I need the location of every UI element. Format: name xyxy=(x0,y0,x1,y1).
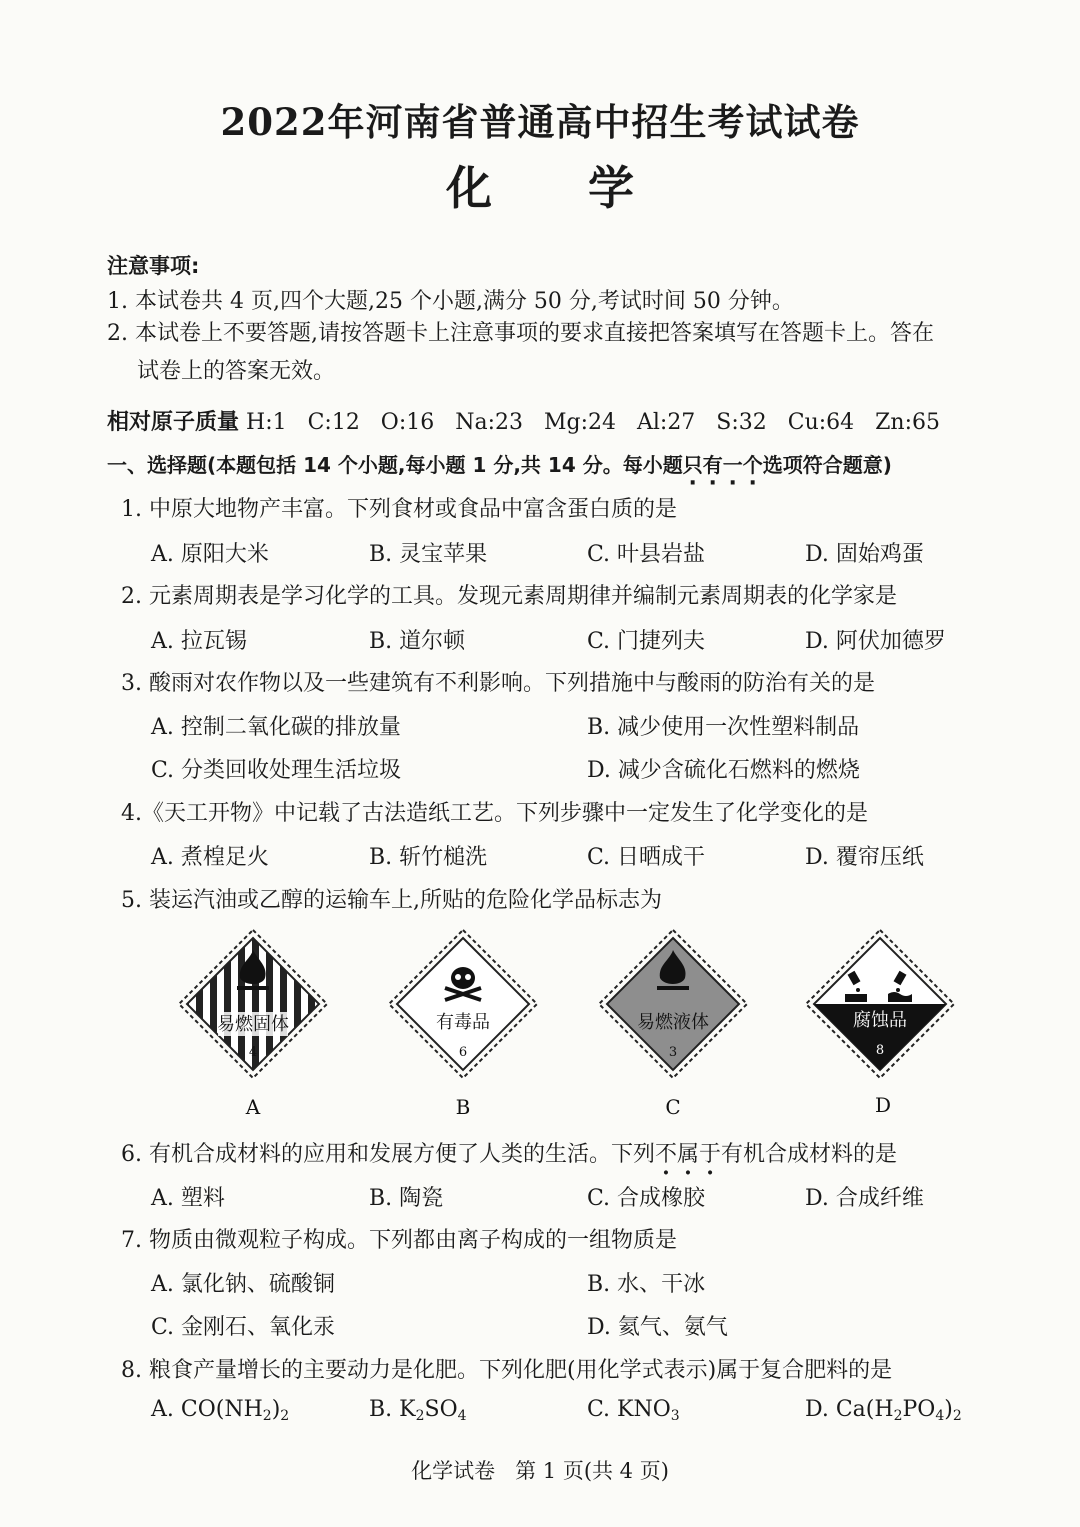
sign-c-letter: C xyxy=(665,1095,681,1119)
hazard-signs-figure xyxy=(0,920,1080,1120)
hazard-sign-b xyxy=(389,930,537,1078)
q3-option-a: A. 控制二氧化碳的排放量 xyxy=(151,715,401,740)
q7-option-a: A. 氯化钠、硫酸铜 xyxy=(151,1272,335,1297)
question-6-stem: 6. 有机合成材料的应用和发展方便了人类的生活。下列不属于有机合成材料的是 xyxy=(121,1142,898,1167)
emphasis-char: 属 xyxy=(677,1142,700,1167)
q6-option-a: A. 塑料 xyxy=(151,1186,225,1211)
q4-option-b: B. 斩竹槌洗 xyxy=(369,845,488,870)
q4-option-d: D. 覆帘压纸 xyxy=(805,845,924,870)
q3-option-b: B. 减少使用一次性塑料制品 xyxy=(587,715,860,740)
emphasis-char: 有 xyxy=(702,453,723,477)
question-2-stem: 2. 元素周期表是学习化学的工具。发现元素周期律并编制元素周期表的化学家是 xyxy=(121,584,897,609)
sign-d-label: 腐蚀品 xyxy=(853,1010,907,1031)
atomic-mass-line xyxy=(107,405,940,436)
hazard-sign-a xyxy=(179,930,327,1078)
section1-heading: 一、选择题(本题包括 14 个小题,每小题 1 分,共 14 分。每小题只有一个选项符合题意) xyxy=(107,453,892,477)
q8-option-d: D. $Ca(H_2PO_4)_2$ xyxy=(805,1397,962,1424)
q8-option-b: B. $K_2SO_4$ xyxy=(369,1397,467,1424)
sign-a-number: 4 xyxy=(248,1045,258,1060)
notice-item-2: 2. 本试卷上不要答题,请按答题卡上注意事项的要求直接把答案填写在答题卡上。答在 xyxy=(107,321,934,346)
section1-emphasis xyxy=(683,453,763,477)
q4-option-a: A. 煮楻足火 xyxy=(151,845,269,870)
notice-heading: 注意事项: xyxy=(107,254,200,278)
emphasis-char: 个 xyxy=(742,453,763,477)
exam-title: 2022年河南省普通高中招生考试试卷 xyxy=(220,100,860,144)
q7-option-c: C. 金刚石、氧化汞 xyxy=(151,1315,336,1340)
emphasis-char: 不 xyxy=(655,1142,678,1167)
q6-option-b: B. 陶瓷 xyxy=(369,1186,444,1211)
q1-option-a: A. 原阳大米 xyxy=(151,542,269,567)
q2-option-a: A. 拉瓦锡 xyxy=(151,629,247,654)
sign-c-label: 易燃液体 xyxy=(637,1012,709,1033)
sign-d-letter: D xyxy=(874,1093,892,1117)
q6-option-c: C. 合成橡胶 xyxy=(587,1186,706,1211)
question-4-stem: 4.《天工开物》中记载了古法造纸工艺。下列步骤中一定发生了化学变化的是 xyxy=(121,801,868,826)
emphasis-char: 于 xyxy=(699,1142,722,1167)
sign-a-label: 易燃固体 xyxy=(217,1014,289,1035)
q2-option-c: C. 门捷列夫 xyxy=(587,629,706,654)
emphasis-char: 只 xyxy=(682,453,703,477)
q2-option-d: D. 阿伏加德罗 xyxy=(805,629,946,654)
sign-c-number: 3 xyxy=(668,1045,678,1060)
question-7-stem: 7. 物质由微观粒子构成。下列都由离子构成的一组物质是 xyxy=(121,1228,677,1253)
q6-option-d: D. 合成纤维 xyxy=(805,1186,924,1211)
q1-option-d: D. 固始鸡蛋 xyxy=(805,542,924,567)
q8-option-c: C. $KNO_3$ xyxy=(587,1397,680,1424)
hazard-sign-d xyxy=(800,930,960,1084)
question-5-stem: 5. 装运汽油或乙醇的运输车上,所贴的危险化学品标志为 xyxy=(121,888,662,913)
page-footer: 化学试卷 第 1 页(共 4 页) xyxy=(411,1459,669,1483)
notice-item-2-cont: 试卷上的答案无效。 xyxy=(137,359,336,384)
q3-option-c: C. 分类回收处理生活垃圾 xyxy=(151,758,402,783)
q6-emphasis xyxy=(655,1142,721,1167)
q8-option-a: A. $CO(NH_2)_2$ xyxy=(151,1397,290,1424)
sign-b-number: 6 xyxy=(458,1045,468,1060)
question-3-stem: 3. 酸雨对农作物以及一些建筑有不利影响。下列措施中与酸雨的防治有关的是 xyxy=(121,671,875,696)
q2-option-b: B. 道尔顿 xyxy=(369,629,466,654)
emphasis-char: 一 xyxy=(722,453,743,477)
atomic-mass-values: H:1 C:12 O:16 Na:23 Mg:24 Al:27 S:32 Cu:64 Zn:65 xyxy=(246,410,940,435)
notice-item-1: 1. 本试卷共 4 页,四个大题,25 个小题,满分 50 分,考试时间 50 分钟。 xyxy=(107,289,794,314)
q7-option-b: B. 水、干冰 xyxy=(587,1272,706,1297)
sign-a-letter: A xyxy=(245,1095,261,1119)
atomic-mass-label: 相对原子质量 xyxy=(107,410,240,435)
question-8-stem: 8. 粮食产量增长的主要动力是化肥。下列化肥(用化学式表示)属于复合肥料的是 xyxy=(121,1358,893,1383)
q7-option-d: D. 氦气、氨气 xyxy=(587,1315,728,1340)
sign-b-letter: B xyxy=(455,1095,471,1119)
sign-b-label: 有毒品 xyxy=(436,1012,490,1033)
q3-option-d: D. 减少含硫化石燃料的燃烧 xyxy=(587,758,860,783)
question-1-stem: 1. 中原大地物产丰富。下列食材或食品中富含蛋白质的是 xyxy=(121,497,677,522)
q1-option-b: B. 灵宝苹果 xyxy=(369,542,488,567)
q4-option-c: C. 日晒成干 xyxy=(587,845,706,870)
sign-d-number: 8 xyxy=(875,1043,885,1058)
q1-option-c: C. 叶县岩盐 xyxy=(587,542,706,567)
subject-title: 化 学 xyxy=(446,161,634,215)
hazard-sign-c xyxy=(599,930,747,1078)
